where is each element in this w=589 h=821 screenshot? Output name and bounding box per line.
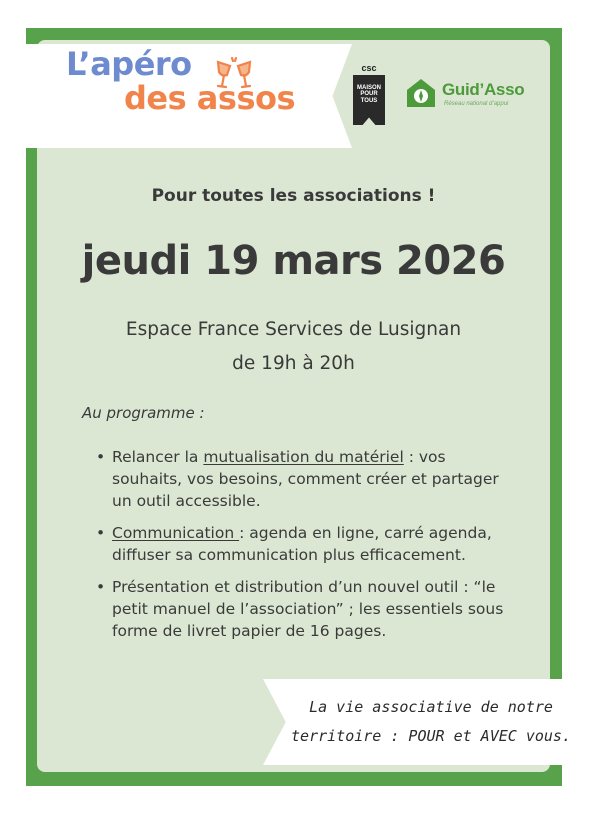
bullet: • xyxy=(96,578,106,596)
intro-heading: Pour toutes les associations ! xyxy=(151,186,436,206)
csc-mark-text xyxy=(353,85,385,104)
footer-line-1: La vie associative de notre xyxy=(309,698,553,716)
programme-item xyxy=(94,522,504,566)
item-prefix: Relancer la xyxy=(112,448,204,466)
logo-line-2: des assos xyxy=(124,79,296,117)
csc-label: csc xyxy=(361,63,377,73)
apero-logo xyxy=(66,45,296,117)
programme-item xyxy=(94,446,504,512)
event-date: jeudi 19 mars 2026 xyxy=(81,238,506,284)
event-hours: de 19h à 20h xyxy=(232,353,355,374)
guid-asso-title: Guid’Asso xyxy=(442,80,525,99)
item-underlined: mutualisation du matériel xyxy=(203,448,404,466)
maison-pour-tous-logo xyxy=(349,63,389,127)
programme-label: Au programme : xyxy=(82,404,205,422)
csc-mark-line-1: MAISON xyxy=(357,85,381,91)
logo-line-1: L’apéro xyxy=(66,45,192,83)
programme-list xyxy=(94,446,504,652)
footer-tagline xyxy=(283,693,579,751)
guid-asso-subtitle: Réseau national d’appui xyxy=(444,101,509,107)
cheers-glasses-icon xyxy=(214,56,254,90)
csc-mark-line-3: TOUS xyxy=(360,97,378,104)
item-suffix: : agenda en ligne, carré agenda, diffuser sa communication plus efficacement. xyxy=(112,524,492,564)
footer-line-2: territoire : POUR et AVEC vous. xyxy=(291,727,571,745)
csc-mark-line-2: POUR xyxy=(360,91,378,98)
item-prefix: Présentation et distribution d’un nouvel outil : “le petit manuel de l’association” ; les essentiels sous forme de livret papier de 16 pages. xyxy=(112,578,504,640)
item-suffix: : vos souhaits, vos besoins, comment créer et partager un outil accessible. xyxy=(112,448,499,510)
item-underlined: Communication xyxy=(112,524,240,542)
event-place: Espace France Services de Lusignan xyxy=(125,319,462,340)
house-compass-icon xyxy=(406,78,436,108)
bullet: • xyxy=(96,524,106,542)
programme-item xyxy=(94,576,504,642)
bullet: • xyxy=(96,448,106,466)
guid-asso-logo xyxy=(402,74,542,114)
